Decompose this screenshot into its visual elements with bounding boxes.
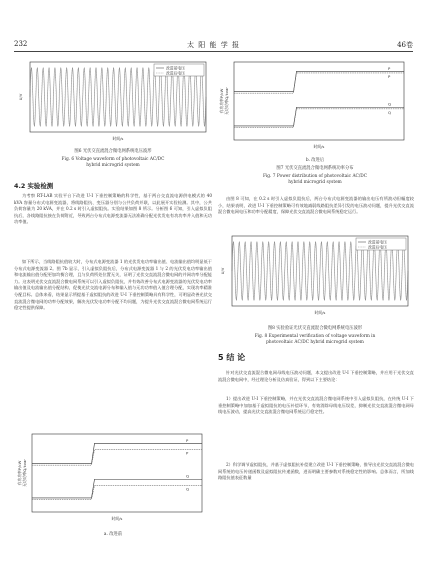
fig7a-label-q2: Q (186, 486, 189, 492)
fig7b-ylabel-1: 有功功率P/kW (219, 88, 224, 114)
fig7b-label-q1: Q (388, 101, 391, 107)
fig8-series-before (232, 242, 408, 301)
fig7b-ylabel-2: 无功功率Q/kvar (224, 87, 229, 115)
fig6-legend-label-after: 改进后电压 (166, 70, 185, 76)
section-5-paragraph-3: 2）科学调节虚拟阻抗，并基于虚拟阻抗补偿建立改进 U-I 下垂控制策略，推导出光伏交直流混合微电网系统的电压传递函数及虚拟阻抗传递函数，进而明确主要参数对系统稳定性的影响。总体而言，所加线路阻抗值表征数量 (218, 462, 414, 481)
section-5-paragraph-1: 针对光伏交直流混合微电网母线电压波动问题，本文提出改进 U-I 下垂控制策略，并应用于光伏交直流混合微电网中，经过理论分析及仿真验证，得到以下主要结论： (218, 370, 414, 382)
fig7-caption-cn: 图7 光伏交直流混合微电网系统功率分布 (276, 166, 354, 171)
fig7a-ylabel-1: 有功功率P/kW (17, 460, 22, 486)
fig7b-sub-caption: b. 改进后 (305, 158, 325, 163)
fig7b-series-q1 (234, 107, 404, 126)
volume: 46卷 (397, 41, 413, 49)
fig8-caption-en-2: photovoltaic AC/DC hybrid microgrid system (266, 340, 364, 345)
fig6-caption-cn: 图6 光伏交直流混合微电网系统电压波形 (74, 149, 152, 154)
fig6-legend-label-before: 改进前电压 (166, 65, 185, 71)
fig7a-label-q1: Q (186, 473, 189, 479)
fig8-legend-label-before: 改进前电压 (368, 239, 387, 245)
fig6-xlabel: 时间/s (112, 136, 124, 141)
fig6-series-before (30, 68, 206, 127)
fig7a-series-q2 (32, 485, 202, 499)
fig7a-plot-frame (32, 434, 202, 512)
fig7a-series-p1 (32, 443, 202, 463)
fig7a-series-q1 (32, 479, 202, 498)
fig7b-label-p2: P (388, 73, 391, 79)
fig7a-label-p2: P (186, 450, 189, 456)
fig6-caption-en: Fig. 6 Voltage waveform of photovoltaic AC/DC (61, 157, 165, 162)
fig7b-power-chart (218, 58, 414, 158)
fig6-voltage-chart (16, 58, 210, 148)
fig7a-ylabel-2: 无功功率Q/kvar (22, 459, 27, 487)
section-5-title: 5 结 论 (218, 353, 246, 362)
section-5-paragraph-2: 1）提出改进 U-I 下垂控制策略，并在光伏交直流混合微电网系统中引入虚拟负阻抗，在传统 U-I 下垂控制策略中加加基于虚拟阻抗的电压补偿环节，有效消除母线电压误差，抑制光伏交直流混合微电网母线电压波动，提高光伏交直流混合微电网系统运行稳定性。 (218, 396, 414, 415)
fig7a-power-chart (16, 430, 212, 530)
header-rule (14, 51, 413, 52)
fig7b-label-p1: P (388, 65, 391, 71)
fig8-caption-cn: 图8 实验验证光伏交直流混合微电网系统电压波形 (267, 326, 363, 331)
fig7b-plot-frame (234, 62, 404, 140)
fig7b-series-p2 (234, 73, 404, 93)
fig7a-sub-caption: a. 改进前 (103, 532, 123, 537)
fig6-ylabel: U/V (18, 93, 23, 101)
fig7b-series-q2 (234, 109, 404, 128)
right-paragraph: 由图 8 可知，在 0.2 s 时引入虚拟负阻抗后，两台分布式电源变流器的输出电压有所波动但幅度较小，结果表明，改进 U-I 下垂控制策略可有效地减弱线路阻抗差异引发的电压波动问题，提升光伏交直流混合微电网电压和功率分配精度，保障光伏交直流混合微电网系统稳定运行。 (218, 196, 414, 215)
fig7b-xlabel: 时间/s (313, 144, 325, 149)
fig7a-series-p2 (32, 450, 202, 466)
fig6-caption-en-2: hybrid microgrid system (86, 163, 140, 168)
section-4-2-paragraph-2: 如下所示，当线路阻抗值较大时，分布式电源变流器 1 的光伏发电功率输出值、电流输出值均明显低于分布式电源变流器 2。图 7b 显示，引入虚拟负阻抗后，分布式电源变流器 1 与 2 的光伏发电功率输出值和电流输出值分配更加均衡合理，且与负荷所处位置无关，证明了光伏交直流混合微电网的并网功率分配能力。这表明光伏交直流混合微电网系统可以引入虚拟负阻抗，并有效改善分布式电源变流器的光伏发电功率输出值及电流输出值分配结构，促使光伏交流电源分布和输入值与无功功率值入值合理分配，实现功率精准分配目标。总体来看，结果显示所提基于虚拟阻抗的改进 U-I 下垂控制策略具有科学性，可明显改善光伏交直流混合微电网的功率分配效果，解决光伏发电功率分配不均问题，为提升光伏交直流混合微电网系统运行稳定性提供保障。 (14, 259, 212, 311)
section-4-2-title: 4.2 实验检测 (14, 182, 54, 190)
fig7-caption-en: Fig. 7 Power distribution of photovoltaic AC/DC (262, 174, 368, 179)
fig7a-label-p1: P (186, 437, 189, 443)
journal-title: 太 阳 能 学 报 (187, 41, 240, 49)
fig7b-series-p1 (234, 71, 404, 91)
fig7a-xlabel: 时间/s (111, 516, 123, 521)
fig8-caption-en: Fig. 8 Experimental verification of voltage waveform in (254, 334, 376, 339)
fig8-ylabel: U/V (220, 267, 225, 275)
page-number: 232 (14, 40, 28, 48)
fig7-caption-en-2: hybrid microgrid system (288, 180, 342, 185)
section-4-2-paragraph-1: 为考察 RT-LAB 实验平台下改进 U-I 下垂控制策略的科学性，基于两台交直流电源供电模式的 40 kVA 容量分布式电源变流器，将线路阻抗、变压器分别与公共负荷并联，以此展开实验检测。其中，公共负荷容量为 20 kVA，并在 0.2 s 时引入虚拟阻抗。实验结果如图 8 所示。分析图 6 可知，引入虚拟负阻抗后，各线路阻抗接在负荷附近，导致两台分布式电源变流器无法准确分配光伏发电有功功率并入值和无功功率值。 (14, 193, 212, 225)
fig8-voltage-chart (218, 232, 412, 324)
fig8-legend-label-after: 改进后电压 (368, 244, 387, 250)
fig8-xlabel: 时间/s (314, 310, 326, 315)
fig7b-label-q2: Q (388, 109, 391, 115)
